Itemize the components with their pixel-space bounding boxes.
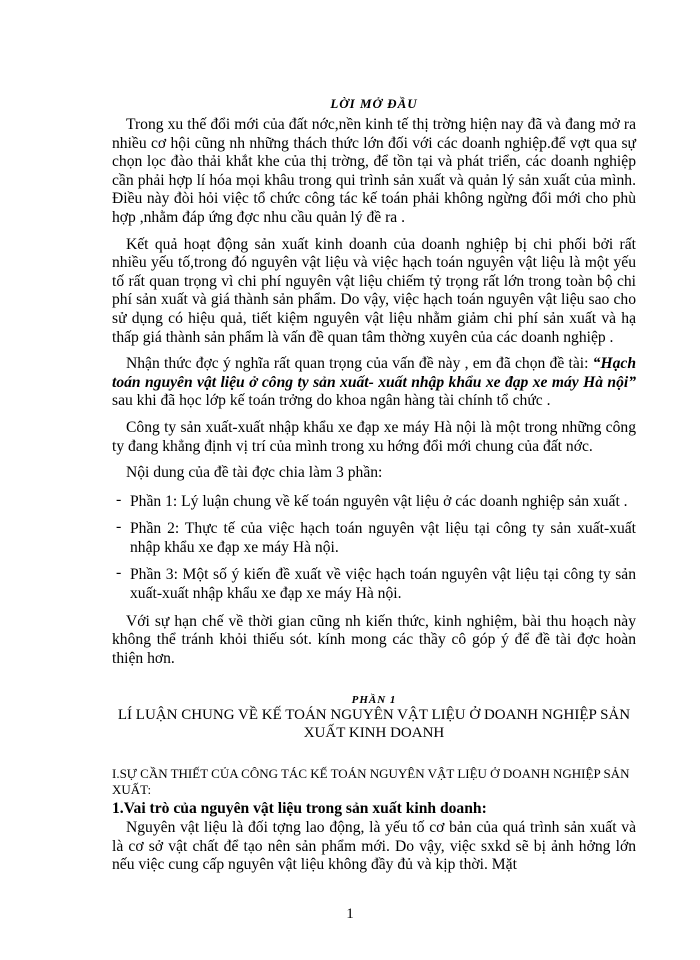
intro-paragraph-2: Kết quả hoạt động sản xuất kinh doanh của doanh nghiệp bị chi phối bởi rất nhiều yếu tố,trong đó nguyên vật liệu và việc hạch toán nguyên vật liệu là một yếu tố rất quan trọng vì chi phí nguyên vật liệu chiếm tỷ trọng rất lớn trong toàn bộ chi phí sản xuất và giá thành sản phẩm. Do vậy, việc hạch toán nguyên vật liệu sao cho sử dụng có hiệu quả, tiết kiệm nguyên vật liệu nhằm giảm chi phí sản xuất và hạ thấp giá thành sản phẩm là vấn đề quan tâm thờng xuyên của các doanh nghiệp . — [112, 235, 636, 346]
part-number: PHẦN 1 — [351, 694, 397, 707]
subsection-heading: 1.Vai trò của nguyên vật liệu trong sản xuất kinh doanh: — [112, 800, 487, 818]
page-number: 1 — [346, 906, 354, 922]
intro-title: LỜI MỞ ĐẦU — [330, 96, 418, 111]
parts-list — [112, 490, 636, 604]
intro-paragraph-3 — [112, 355, 636, 411]
part-heading — [112, 694, 636, 742]
intro-paragraph-5: Nội dung của đề tài đợc chia làm 3 phần: — [126, 464, 383, 482]
topic-lead-text: Nhận thức đợc ý nghĩa rất quan trọng của vấn đề này , em đã chọn đề tài: — [126, 355, 593, 373]
list-item — [112, 566, 636, 603]
intro-paragraph-4: Công ty sản xuất-xuất nhập khẩu xe đạp xe máy Hà nội là một trong những công ty đang khẳng định vị trí của mình trong xu hớng đổi mới chung của đất nớc. — [112, 418, 636, 455]
list-item-text: Phần 3: Một số ý kiến đề xuất về việc hạch toán nguyên vật liệu tại công ty sản xuất-xuất nhập khẩu xe đạp xe máy Hà nội. — [130, 566, 636, 603]
list-item-text: Phần 2: Thực tế của việc hạch toán nguyên vật liệu tại công ty sản xuất-xuất nhập khẩu xe đạp xe máy Hà nội. — [130, 520, 636, 556]
part1-body-paragraph: Nguyên vật liệu là đối tợng lao động, là yếu tố cơ bản của quá trình sản xuất và là cơ sở vật chất để tạo nên sản phẩm mới. Do vậy, việc sxkd sẽ bị ảnh hởng lớn nếu việc cung cấp nguyên vật liệu không đầy đủ và kịp thời. Mặt — [112, 819, 636, 874]
intro-paragraph-1: Trong xu thế đổi mới của đất nớc,nền kinh tế thị trờng hiện nay đã và đang mở ra nhiều cơ hội cũng nh những thách thức lớn đối với các doanh nghiệp.để vợt qua sự chọn lọc đào thải khắt khe của thị trờng, để tồn tại và phát triển, các doanh nghiệp cần phải hợp lí hóa mọi khâu trong qui trình sản xuất và quản lý sản xuất của mình. Điều này đòi hỏi việc tổ chức công tác kế toán phải không ngừng đổi mới cho phù hợp ,nhằm đáp ứng đợc nhu cầu quản lý đề ra . — [112, 116, 636, 226]
intro-paragraph-6: Với sự hạn chế về thời gian cũng nh kiến thức, kinh nghiệm, bài thu hoạch này không thể tránh khỏi thiếu sót. kính mong các thầy cô góp ý để đề tài đợc hoàn thiện hơn. — [112, 612, 636, 667]
topic-trail-text: sau khi đã học lớp kế toán trởng do khoa ngân hàng tài chính tổ chức . — [112, 392, 551, 410]
list-item — [112, 490, 636, 512]
bullet-marker: - — [116, 518, 122, 536]
topic-title: “Hạch toán nguyên vật liệu ở công ty sản xuất- xuất nhập khẩu xe đạp xe máy Hà nội” — [112, 355, 636, 391]
bullet-marker: - — [116, 490, 122, 508]
part-title: LÍ LUẬN CHUNG VỀ KẾ TOÁN NGUYÊN VẬT LIỆU Ở DOANH NGHIỆP SẢN XUẤT KINH DOANH — [117, 707, 631, 742]
bullet-marker: - — [116, 564, 122, 582]
page-content — [112, 96, 636, 875]
section-heading: I.SỰ CẦN THIẾT CỦA CÔNG TÁC KẾ TOÁN NGUYÊN VẬT LIỆU Ở DOANH NGHIỆP SẢN XUẤT: — [112, 766, 630, 798]
list-item — [112, 520, 636, 557]
list-item-text: Phần 1: Lý luận chung về kế toán nguyên vật liệu ở các doanh nghiệp sản xuất . — [130, 492, 628, 510]
